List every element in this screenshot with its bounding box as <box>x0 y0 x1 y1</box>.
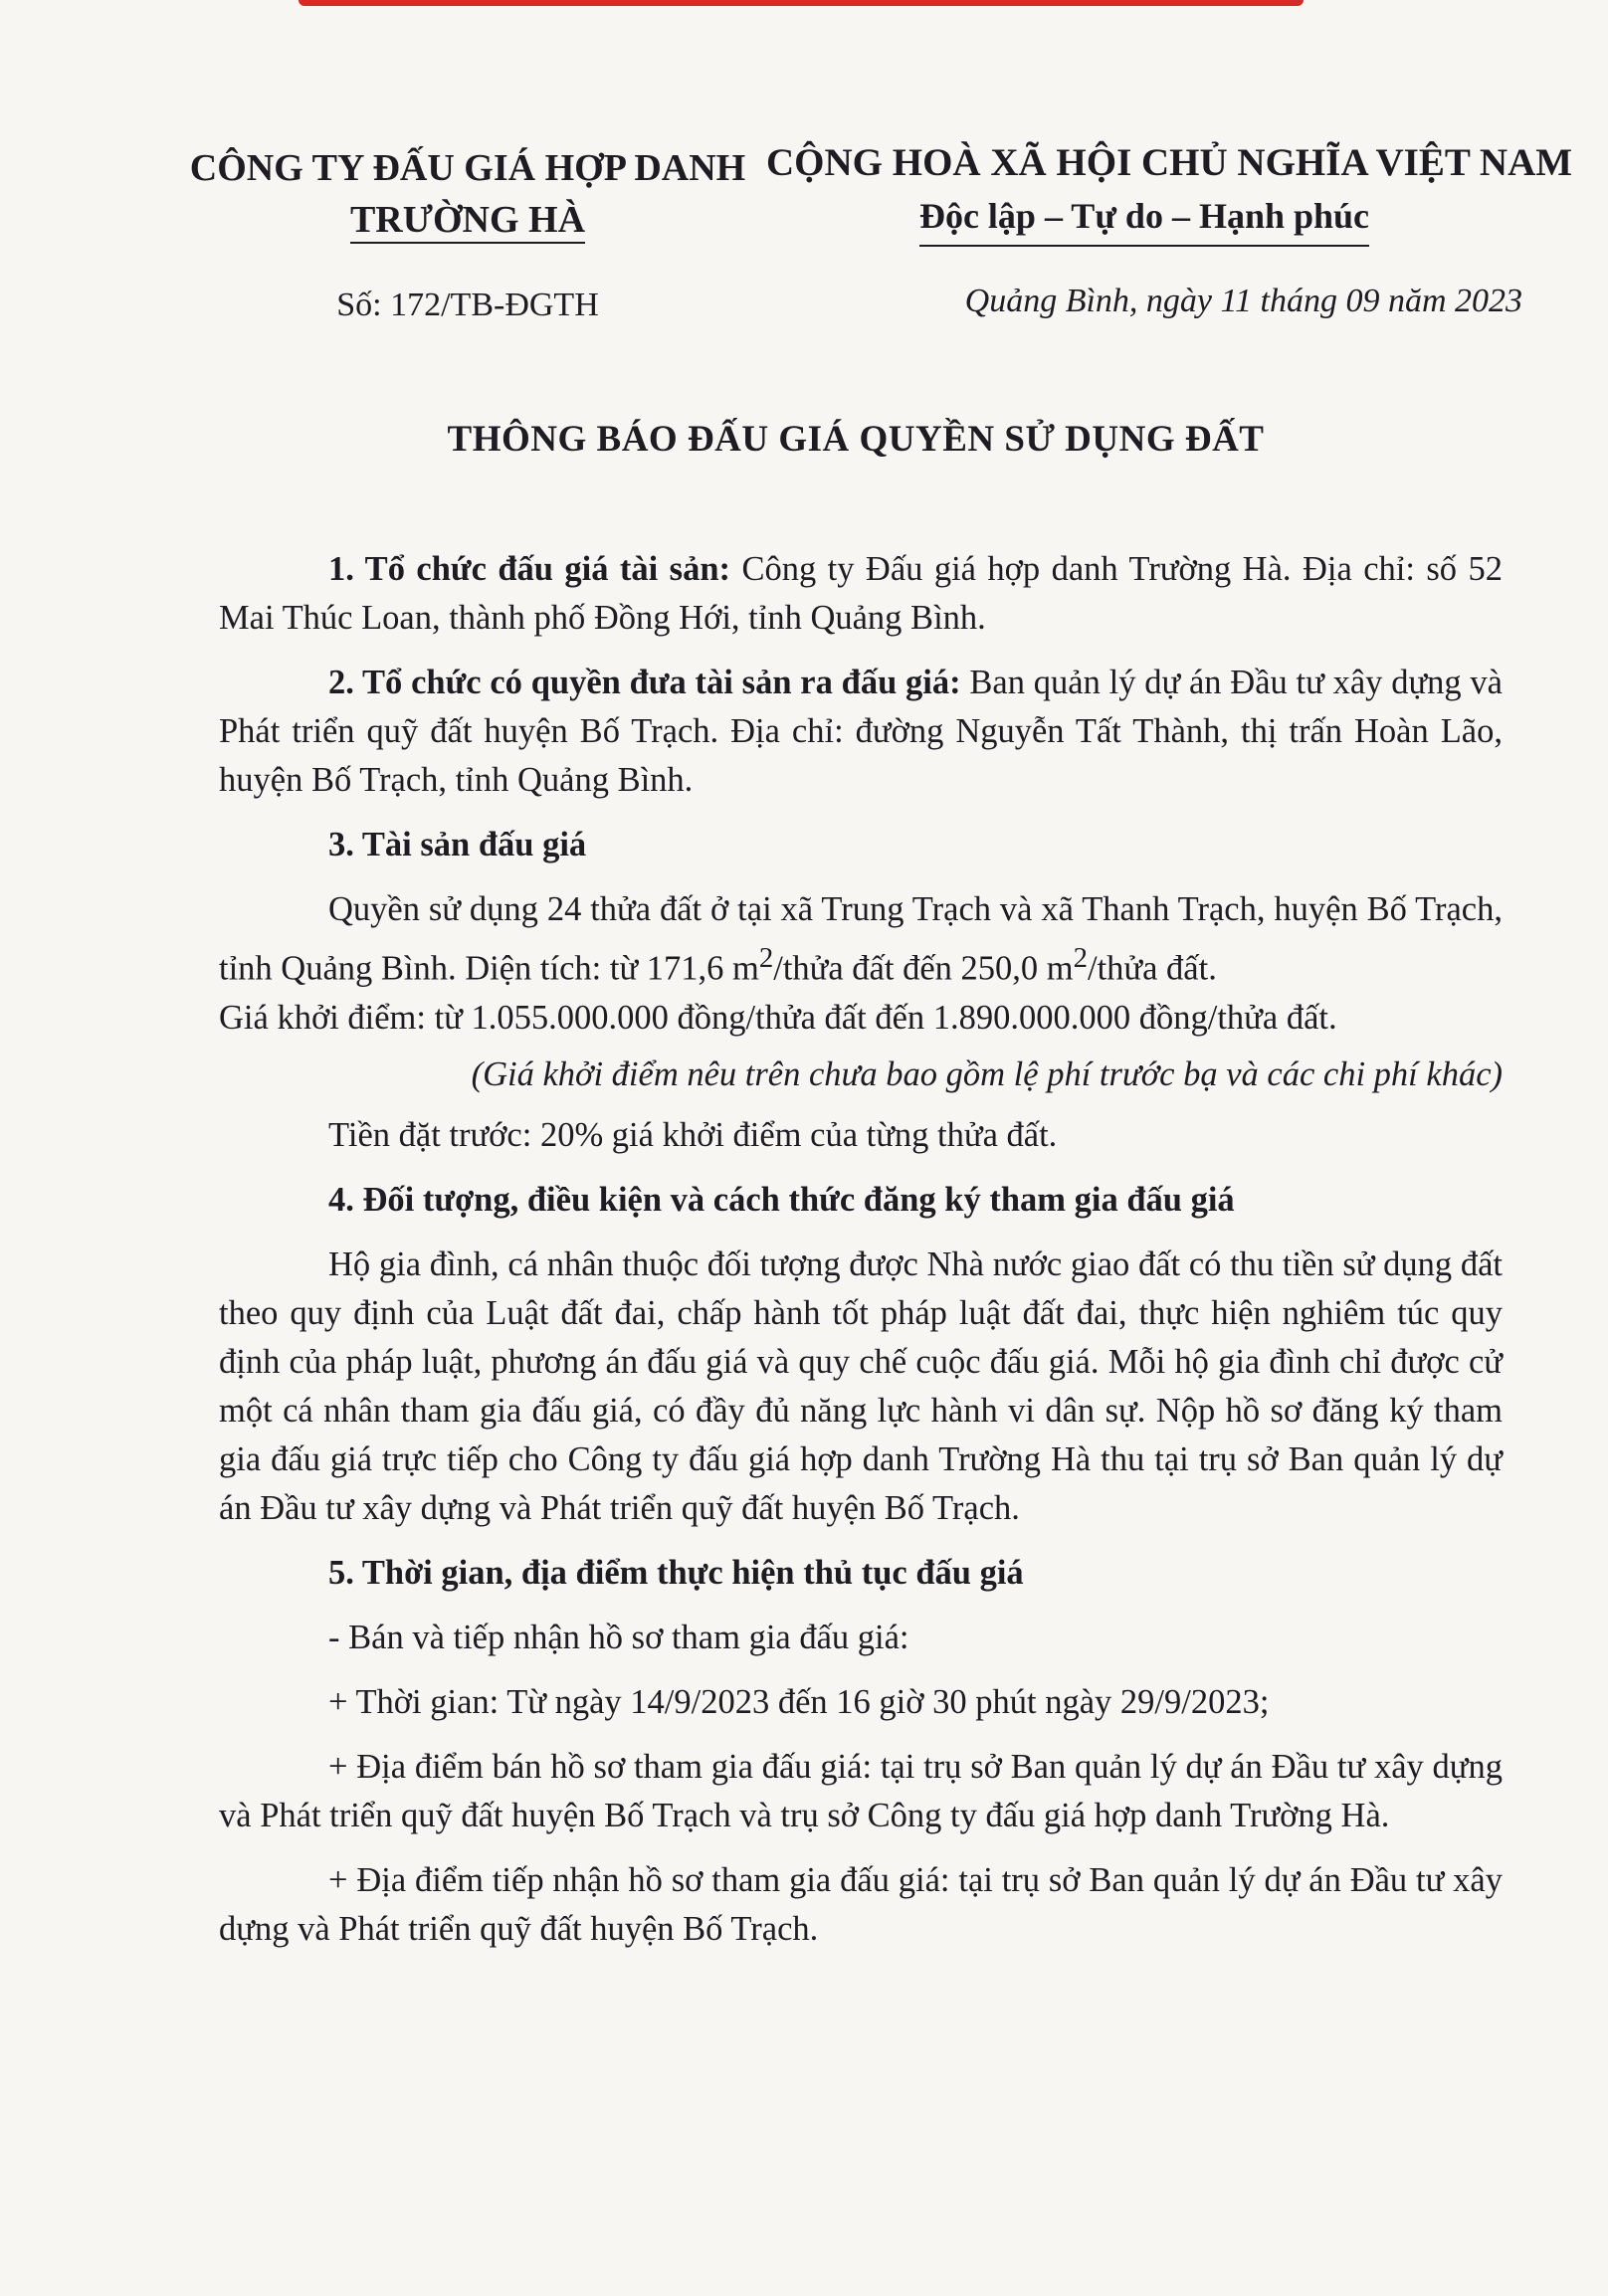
issuer-name-line2: TRƯỜNG HÀ <box>350 198 585 244</box>
issuer-block <box>189 142 746 246</box>
section-2 <box>219 659 1503 805</box>
section-4-text: Hộ gia đình, cá nhân thuộc đối tượng được Nhà nước giao đất có thu tiền sử dụng đất theo quy định của Luật đất đai, chấp hành tốt pháp luật đất đai, thực hiện nghiêm túc quy định của pháp luật, phương án đấu giá và quy chế cuộc đấu giá. Mỗi hộ gia đình chỉ được cử một cá nhân tham gia đấu giá, có đầy đủ năng lực hành vi dân sự. Nộp hồ sơ đăng ký tham gia đấu giá trực tiếp cho Công ty đấu giá hợp danh Trường Hà thu tại trụ sở Ban quản lý dự án Đầu tư xây dựng và Phát triển quỹ đất huyện Bố Trạch. <box>219 1244 1503 1527</box>
area-text-c: /thửa đất. <box>1087 949 1217 988</box>
deposit-text: Tiền đặt trước: 20% giá khởi điểm của từng thửa đất. <box>328 1115 1058 1154</box>
national-header <box>766 137 1573 247</box>
place-and-date: Quảng Bình, ngày 11 tháng 09 năm 2023 <box>964 283 1522 319</box>
section-1 <box>219 545 1503 643</box>
red-edge-mark <box>299 0 1304 6</box>
section-5-item-4: + Địa điểm tiếp nhận hồ sơ tham gia đấu giá: tại trụ sở Ban quản lý dự án Đầu tư xây dựng và Phát triển quỹ đất huyện Bố Trạch. <box>219 1860 1503 1948</box>
area-text-a: Quyền sử dụng 24 thửa đất ở tại xã Trung Trạch và xã Thanh Trạch, huyện Bố Trạch, tỉnh Quảng Bình. Diện tích: từ 171,6 m <box>219 890 1503 988</box>
section-5-item-2: + Thời gian: Từ ngày 14/9/2023 đến 16 giờ 30 phút ngày 29/9/2023; <box>328 1682 1270 1721</box>
document-body <box>219 545 1503 1970</box>
national-motto: Độc lập – Tự do – Hạnh phúc <box>919 189 1369 247</box>
superscript-2: 2 <box>1073 942 1088 974</box>
section-1-text: Công ty Đấu giá hợp danh Trường Hà. Địa chỉ: số 52 Mai Thúc Loan, thành phố Đồng Hới, tỉnh Quảng Bình. <box>219 550 1503 637</box>
starting-price-text: Giá khởi điểm: từ 1.055.000.000 đồng/thửa đất đến 1.890.000.000 đồng/thửa đất. <box>219 998 1337 1037</box>
section-1-label: 1. Tổ chức đấu giá tài sản: <box>328 550 731 588</box>
area-text-b: /thửa đất đến 250,0 m <box>773 949 1074 988</box>
section-4-heading: 4. Đối tượng, điều kiện và cách thức đăng ký tham gia đấu giá <box>328 1180 1235 1219</box>
price-note: (Giá khởi điểm nêu trên chưa bao gồm lệ phí trước bạ và các chi phí khác) <box>471 1054 1503 1093</box>
document-number: Số: 172/TB-ĐGTH <box>336 287 599 323</box>
document-title: THÔNG BÁO ĐẤU GIÁ QUYỀN SỬ DỤNG ĐẤT <box>447 419 1265 460</box>
issuer-name-line1: CÔNG TY ĐẤU GIÁ HỢP DANH <box>189 147 746 189</box>
section-2-label: 2. Tổ chức có quyền đưa tài sản ra đấu giá: <box>328 664 961 701</box>
superscript-1: 2 <box>758 942 774 974</box>
section-5-item-1: - Bán và tiếp nhận hồ sơ tham gia đấu giá: <box>328 1618 909 1656</box>
section-2-text: Ban quản lý dự án Đầu tư xây dựng và Phát triển quỹ đất huyện Bố Trạch. Địa chỉ: đường Nguyễn Tất Thành, thị trấn Hoàn Lão, huyện Bố Trạch, tỉnh Quảng Bình. <box>219 664 1503 799</box>
section-5-heading: 5. Thời gian, địa điểm thực hiện thủ tục đấu giá <box>328 1553 1024 1592</box>
nation-name: CỘNG HOÀ XÃ HỘI CHỦ NGHĨA VIỆT NAM <box>766 141 1573 184</box>
section-3-paragraph <box>219 885 1503 1043</box>
section-3-heading: 3. Tài sản đấu giá <box>328 826 587 863</box>
section-5-item-3: + Địa điểm bán hồ sơ tham gia đấu giá: tại trụ sở Ban quản lý dự án Đầu tư xây dựng và Phát triển quỹ đất huyện Bố Trạch và trụ sở Công ty đấu giá hợp danh Trường Hà. <box>219 1747 1503 1834</box>
